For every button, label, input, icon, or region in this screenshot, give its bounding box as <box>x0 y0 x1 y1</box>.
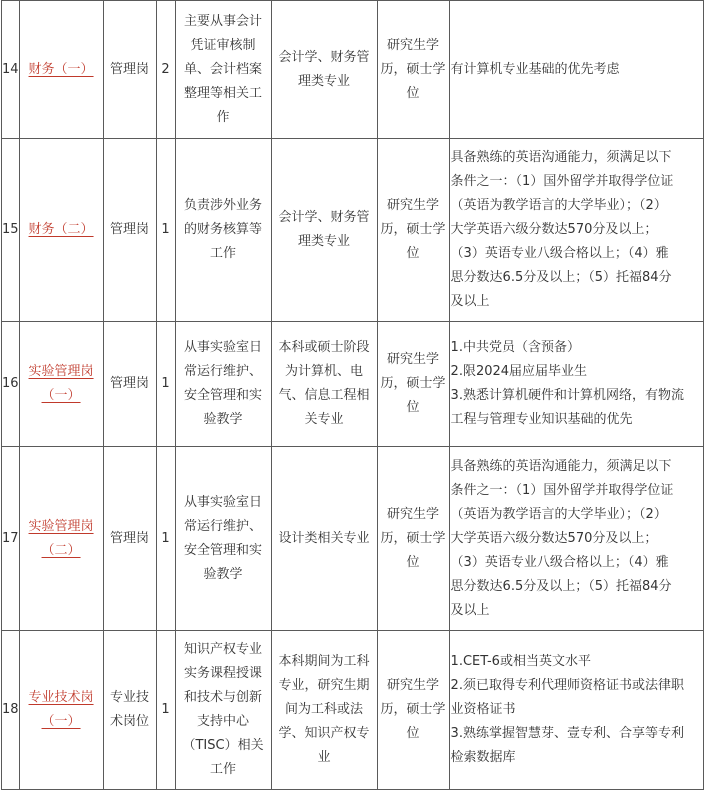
duty-cell <box>175 631 271 790</box>
requirements-cell <box>449 447 703 631</box>
major-text: 气、信息工程相 <box>278 388 370 403</box>
table-row <box>2 447 704 631</box>
post-type-cell <box>103 631 156 790</box>
education-text: 位 <box>406 400 420 415</box>
duty-text: 从事实验室日 <box>184 494 263 510</box>
post-name-link[interactable]: （二） <box>41 542 81 558</box>
duty-text: 验教学 <box>203 412 243 427</box>
requirement-line: 3.熟悉计算机硬件和计算机网络，有物流 <box>450 388 684 403</box>
major-text: 本科或硕士阶段 <box>278 340 370 355</box>
headcount-cell: 1 <box>156 322 175 447</box>
requirement-line: 大学英语六级分数达570分及以上； <box>450 222 658 237</box>
row-number: 14 <box>2 1 20 139</box>
requirements-cell <box>449 139 703 322</box>
duty-cell <box>175 1 271 139</box>
education-text: 位 <box>406 554 420 570</box>
education-cell <box>377 139 449 322</box>
major-cell <box>271 1 377 139</box>
post-type-text: 专业技 <box>110 690 150 705</box>
major-text: 学、知识产权专 <box>278 726 370 741</box>
post-name-link[interactable]: 实验管理岗 <box>28 364 94 379</box>
duty-text: 主要从事会计 <box>184 13 263 29</box>
major-cell <box>271 631 377 790</box>
post-type-cell <box>103 447 156 631</box>
requirement-line: （英语为教学语言的大学毕业）；（2） <box>450 198 667 213</box>
requirement-line: 条件之一：（1）国外留学并取得学位证 <box>450 482 674 498</box>
post-name-cell[interactable] <box>19 322 103 447</box>
headcount-cell: 1 <box>156 631 175 790</box>
requirement-line: 有计算机专业基础的优先考虑 <box>450 61 620 77</box>
duty-text: 工作 <box>210 762 237 777</box>
post-name-link[interactable]: 财务（一） <box>28 61 94 77</box>
requirement-line: 及以上 <box>450 294 490 309</box>
headcount-cell: 2 <box>156 1 175 139</box>
education-cell <box>377 631 449 790</box>
headcount-cell: 1 <box>156 447 175 631</box>
duty-text: 安全管理和实 <box>184 388 263 403</box>
duty-text: 单、会计档案 <box>184 61 263 77</box>
major-text: 本科期间为工科 <box>278 654 370 669</box>
education-text: 位 <box>406 246 420 261</box>
education-cell <box>377 447 449 631</box>
post-type-text: 管理岗 <box>110 61 150 77</box>
major-cell <box>271 139 377 322</box>
duty-text: 的财务核算等 <box>184 222 263 237</box>
duty-text: 支持中心 <box>197 714 250 729</box>
major-text: 为计算机、电 <box>285 364 364 379</box>
education-text: 研究生学 <box>387 198 440 213</box>
duty-text: 常运行维护、 <box>184 364 263 379</box>
post-name-cell[interactable] <box>19 1 103 139</box>
post-type-text: 管理岗 <box>110 376 150 391</box>
education-text: 研究生学 <box>387 506 440 522</box>
headcount-cell: 1 <box>156 139 175 322</box>
major-cell <box>271 447 377 631</box>
duty-text: 验教学 <box>203 566 243 582</box>
requirements-cell <box>449 1 703 139</box>
education-text: 历，硕士学 <box>380 61 446 77</box>
requirements-cell <box>449 322 703 447</box>
education-cell <box>377 1 449 139</box>
duty-text: 和技术与创新 <box>184 690 263 705</box>
post-name-link[interactable]: （一） <box>41 714 81 729</box>
requirement-line: 3.熟练掌握智慧芽、壹专利、合享等专利 <box>450 726 684 741</box>
requirement-line: 工程与管理专业知识基础的优先 <box>450 412 633 427</box>
requirement-line: 2.须已取得专利代理师资格证书或法律职 <box>450 678 684 693</box>
row-number: 17 <box>2 447 20 631</box>
major-text: 设计类相关专业 <box>278 530 370 546</box>
table-row <box>2 139 704 322</box>
education-text: 历，硕士学 <box>380 376 446 391</box>
post-name-link[interactable]: 专业技术岗 <box>28 690 94 705</box>
major-text: 关专业 <box>304 412 344 427</box>
duty-text: 知识产权专业 <box>184 642 263 657</box>
table-body <box>2 1 704 790</box>
education-text: 研究生学 <box>387 678 440 693</box>
major-text: 间为工科或法 <box>285 702 364 717</box>
duty-text: 负责涉外业务 <box>184 198 263 213</box>
education-text: 历，硕士学 <box>380 702 446 717</box>
duty-text: 凭证审核制 <box>190 37 256 53</box>
row-number: 16 <box>2 322 20 447</box>
requirement-line: 思分数达6.5分及以上；（5）托福84分 <box>450 270 672 285</box>
duty-text: 从事实验室日 <box>184 340 263 355</box>
recruitment-table <box>1 0 704 790</box>
post-type-cell <box>103 139 156 322</box>
requirement-line: 大学英语六级分数达570分及以上； <box>450 530 658 546</box>
requirement-line: 具备熟练的英语沟通能力，须满足以下 <box>450 458 672 474</box>
duty-cell <box>175 447 271 631</box>
requirement-line: 及以上 <box>450 602 490 618</box>
post-type-cell <box>103 1 156 139</box>
post-name-cell[interactable] <box>19 139 103 322</box>
major-text: 会计学、财务管 <box>278 210 370 225</box>
post-name-link[interactable]: 实验管理岗 <box>28 518 94 534</box>
education-text: 历，硕士学 <box>380 222 446 237</box>
post-name-link[interactable]: （一） <box>41 388 81 403</box>
row-number: 15 <box>2 139 20 322</box>
requirement-line: 具备熟练的英语沟通能力，须满足以下 <box>450 150 672 165</box>
requirement-line: 检索数据库 <box>450 750 516 765</box>
duty-text: 安全管理和实 <box>184 542 263 558</box>
requirement-line: 条件之一：（1）国外留学并取得学位证 <box>450 174 674 189</box>
education-cell <box>377 322 449 447</box>
duty-text: 常运行维护、 <box>184 518 263 534</box>
duty-text: 工作 <box>210 246 237 261</box>
requirement-line: 1.CET-6或相当英文水平 <box>450 654 591 669</box>
major-text: 理类专业 <box>298 234 351 249</box>
post-name-cell[interactable] <box>19 447 103 631</box>
requirement-line: 2.限2024届应届毕业生 <box>450 364 588 379</box>
major-text: 专业，研究生期 <box>278 678 370 693</box>
post-type-text: 管理岗 <box>110 530 150 546</box>
duty-cell <box>175 322 271 447</box>
duty-text: 作 <box>216 109 230 125</box>
row-number: 18 <box>2 631 20 790</box>
table-row <box>2 631 704 790</box>
major-text: 会计学、财务管 <box>278 49 370 65</box>
duty-cell <box>175 139 271 322</box>
education-text: 位 <box>406 726 420 741</box>
education-text: 位 <box>406 85 420 101</box>
education-text: 研究生学 <box>387 352 440 367</box>
table-row <box>2 1 704 139</box>
requirement-line: （英语为教学语言的大学毕业）；（2） <box>450 506 667 522</box>
table-row <box>2 322 704 447</box>
post-type-text: 术岗位 <box>110 714 150 729</box>
post-name-link[interactable]: 财务（二） <box>28 222 94 237</box>
major-text: 业 <box>317 750 331 765</box>
requirement-line: 1.中共党员（含预备） <box>450 340 580 355</box>
requirements-cell <box>449 631 703 790</box>
requirement-line: 思分数达6.5分及以上；（5）托福84分 <box>450 578 672 594</box>
post-name-cell[interactable] <box>19 631 103 790</box>
post-type-cell <box>103 322 156 447</box>
education-text: 历，硕士学 <box>380 530 446 546</box>
major-text: 理类专业 <box>298 73 351 89</box>
major-cell <box>271 322 377 447</box>
post-type-text: 管理岗 <box>110 222 150 237</box>
requirement-line: 业资格证书 <box>450 702 516 717</box>
requirement-line: （3）英语专业八级合格以上；（4）雅 <box>450 554 669 570</box>
requirement-line: （3）英语专业八级合格以上；（4）雅 <box>450 246 669 261</box>
duty-text: 整理等相关工 <box>184 85 263 101</box>
duty-text: 实务课程授课 <box>184 666 263 681</box>
education-text: 研究生学 <box>387 37 440 53</box>
duty-text: （TISC）相关 <box>182 738 264 753</box>
